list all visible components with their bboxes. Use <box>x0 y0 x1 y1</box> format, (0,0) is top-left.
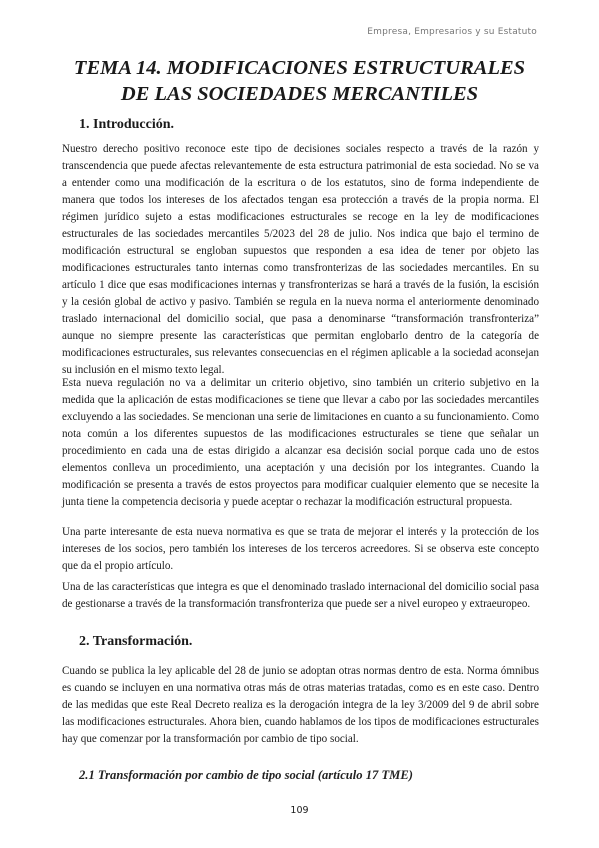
section-2-heading: 2. Transformación. <box>79 634 193 649</box>
section-1-paragraph-3: Una parte interesante de esta nueva normativa es que se trata de mejorar el interés y la protección de los intereses de los socios, pero también los intereses de los terceros acreedores. Si se observa este concepto que da el propio artículo. <box>62 526 539 572</box>
chapter-title <box>30 55 569 107</box>
chapter-title-line-1: TEMA 14. MODIFICACIONES ESTRUCTURALES <box>73 57 526 79</box>
running-header: Empresa, Empresarios y su Estatuto <box>367 27 537 37</box>
section-1-paragraph-4: Una de las características que integra es que el denominado traslado internacional del domicilio social pasa de gestionarse a través de la transformación transfronteriza que puede ser a nivel europeo y extraeuropeo. <box>62 581 539 610</box>
section-2-1-subheading: 2.1 Transformación por cambio de tipo social (artículo 17 TME) <box>79 768 413 782</box>
chapter-title-line-2: DE LAS SOCIEDADES MERCANTILES <box>120 83 479 105</box>
section-1-paragraph-2: Esta nueva regulación no va a delimitar un criterio objetivo, sino también un criterio subjetivo en la medida que la aplicación de estas modificaciones se tiene que llevar a cabo por las sociedades mercantiles excluyendo a las sociedades. Se mencionan una serie de limitaciones en cuanto a su funcionamiento. Como nota común a los diferentes supuestos de las modificaciones estructurales se tiene que señalar un procedimiento en cada una de estas dirigido a alcanzar esa decisión social porque cada uno de estos elementos conlleva un procedimiento, una aceptación y una decisión por los integrantes. Cuando la modificación se presenta a través de estos proyectos para modificar cualquier elemento que se necesite la junta tiene la competencia decisoria y puede aceptar o rechazar la modificación estructural propuesta. <box>62 377 539 508</box>
page-number: 109 <box>290 805 309 816</box>
section-1-paragraph-1: Nuestro derecho positivo reconoce este tipo de decisiones sociales respecto a través de la razón y transcendencia que puede afectas relevantemente de esta estructura patrimonial de esta sociedad. No se va a entender como una modificación de la escritura o de los estatutos, sino de forma independiente de manera que todos los intereses de los afectados tengan esa protección a través de la propia norma. El régimen jurídico sujeto a estas modificaciones estructurales se recoge en la ley de modificaciones estructurales de las sociedades mercantiles 5/2023 del 28 de julio. Nos indica que bajo el termino de modificación estructural se engloban supuestos que responden a esa idea de tener por objeto las modificaciones estructurales tanto internas como transfronterizas de las sociedades mercantiles. En su artículo 1 dice que esas modificaciones internas y transfronterizas se hará a través de la fusión, la escisión y la cesión global de activo y pasivo. También se regula en la nueva norma el anteriormente denominado traslado internacional del domicilio social, que pasa a denominarse “transformación transfronteriza” aunque no siempre presente las características que permitan englobarlo dentro de la categoría de modificaciones estructurales, sus relevantes consecuencias en el régimen aplicable a la sociedad aconsejan su inclusión en el mismo texto legal. <box>62 143 539 376</box>
section-1-heading: 1. Introducción. <box>79 117 175 132</box>
section-2-paragraph-1: Cuando se publica la ley aplicable del 28 de junio se adoptan otras normas dentro de esta. Norma ómnibus es cuando se incluyen en una normativa otras más de otras materias tratadas, como es en este caso. Dentro de las medidas que este Real Decreto realiza es la derogación integra de la ley 3/2009 del 9 de abril sobre las modificaciones estructurales. Ahora bien, cuando hablamos de los tipos de modificaciones estructurales hay que comenzar por la transformación por cambio de tipo social. <box>62 665 539 745</box>
